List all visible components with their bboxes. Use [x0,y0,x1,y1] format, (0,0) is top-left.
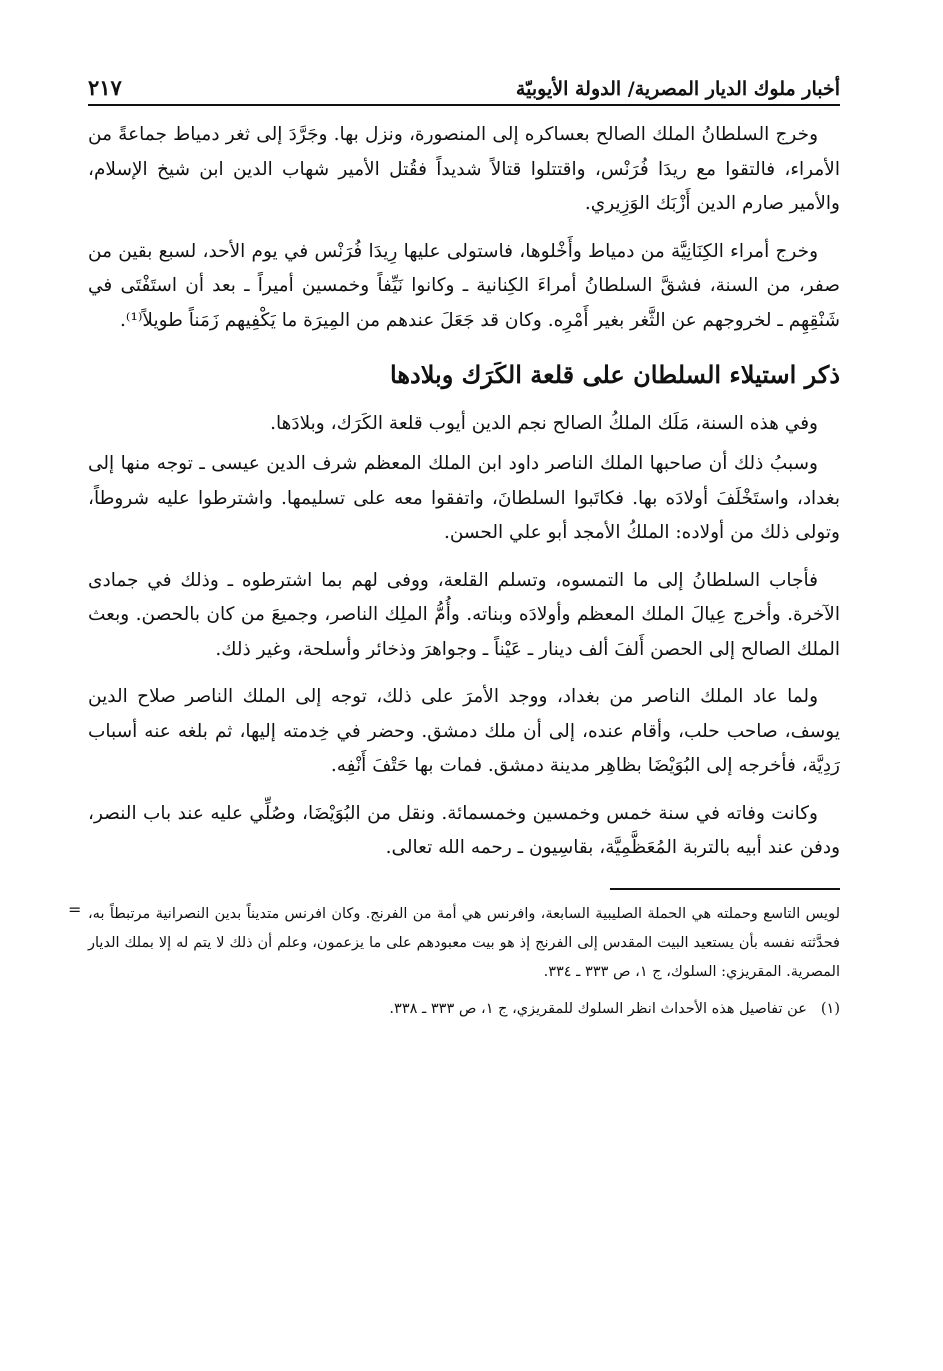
footnote-continuation-text: لويس التاسع وحملته هي الحملة الصليبية السابعة، وافرنس هي أمة من الفرنج. وكان افرنس متديناً بدين النصرانية مرتبطاً به، فحدَّثته نفسه بأن يستعيد البيت المقدس إلى الفرنج إذ هو بيت معبودهم على ما يزعمون، وعلم أن ذلك لا يتم له إلا بملك الديار المصرية. المقريزي: السلوك، ج ١، ص ٣٣٣ ـ ٣٣٤. [88,905,840,980]
footnote-1-number: (١) [820,1000,840,1017]
footnote-continuation [68,899,840,987]
paragraph: وخرج أمراء الكِنَانِيَّة من دمياط وأَخْلوها، فاستولى عليها رِيدَا فُرَنْس في يوم الأحد، لسبع بقين من صفر، من السنة، فشقَّ السلطانُ أمراءَ الكِنانية ـ وكانوا نَيِّفاً وخمسين أميراً ـ بعد أن استَفْتَى في شَنْقِهِم ـ لخروجهم عن الثَّغر بغير أَمْرِه. وكان قد جَعَلَ عندهم من المِيرَة ما يَكْفِيهم زَمَناً طويلاً⁽¹⁾. [88,240,840,331]
paragraph: فأجاب السلطانُ إلى ما التمسوه، وتسلم القلعة، ووفى لهم بما اشترطوه ـ وذلك في جمادى الآخرة. وأخرج عِيالَ الملك المعظم وأولادَه وبناته. وأُمُّ الملِك الناصر، وجميعَ من كان بالحصن. وبعث الملك الصالح إلى الحصن أَلفَ ألف دينار ـ عَيْناً ـ وجواهرَ وذخائر وأسلحة، وغير ذلك. [88,569,840,660]
main-text [88,118,840,866]
section-heading: ذكر استيلاء السلطان على قلعة الكَرَك وبلادها [390,360,840,389]
running-title: أخبار ملوك الديار المصرية/ الدولة الأيوبيّة [515,78,840,100]
book-page [68,60,840,1330]
running-header [88,60,840,106]
paragraph: وفي هذه السنة، مَلَك الملكُ الصالح نجم الدين أيوب قلعة الكَرَك، وبلادَها. [270,412,818,434]
footnote-1 [88,995,840,1024]
paragraph: وكانت وفاته في سنة خمس وخمسين وخمسمائة. ونقل من البُوَيْضَا، وصُلِّي عليه عند باب النصر، ودفن عند أبيه بالتربة المُعَظَّمِيَّة، بقاسِيون ـ رحمه الله تعالى. [88,802,840,858]
page-number: ٢١٧ [88,75,122,100]
continuation-mark: = [68,899,82,919]
footnote-1-text: عن تفاصيل هذه الأحداث انظر السلوك للمقريزي، ج ١، ص ٣٣٣ ـ ٣٣٨. [389,1000,807,1017]
paragraph: وسببُ ذلك أن صاحبها الملك الناصر داود ابن الملك المعظم شرف الدين عيسى ـ توجه منها إلى بغداد، واستَخْلَفَ أولادَه بها. فكاتَبوا السلطانَ، واتفقوا معه على تسليمها. واشترطوا عليه شروطاً، وتولى ذلك من أولاده: الملكُ الأمجد أبو علي الحسن. [88,453,840,543]
paragraph: وخرج السلطانُ الملك الصالح بعساكره إلى المنصورة، ونزل بها. وجَرَّدَ إلى ثغر دمياط جماعةً من الأمراء، فالتقوا مع ريدَا فُرَنْس، واقتتلوا قتالاً شديداً فقُتل الأمير شهاب الدين ابن شيخ الإسلام، والأمير صارم الدين أَزْبَك الوَزِيري. [88,124,840,214]
footnote-rule [610,888,840,890]
paragraph: ولما عاد الملك الناصر من بغداد، ووجد الأمرَ على ذلك، توجه إلى الملك الناصر صلاح الدين يوسف، صاحب حلب، وأقام عنده، إلى أن ملك دمشق. وحضر في خِدمته إليها، ثم بلغه عنه أسباب رَدِيَّة، فأخرجه إلى البُوَيْضَا بظاهِر مدينة دمشق. فمات بها حَتْفَ أَنْفِه. [88,686,840,776]
